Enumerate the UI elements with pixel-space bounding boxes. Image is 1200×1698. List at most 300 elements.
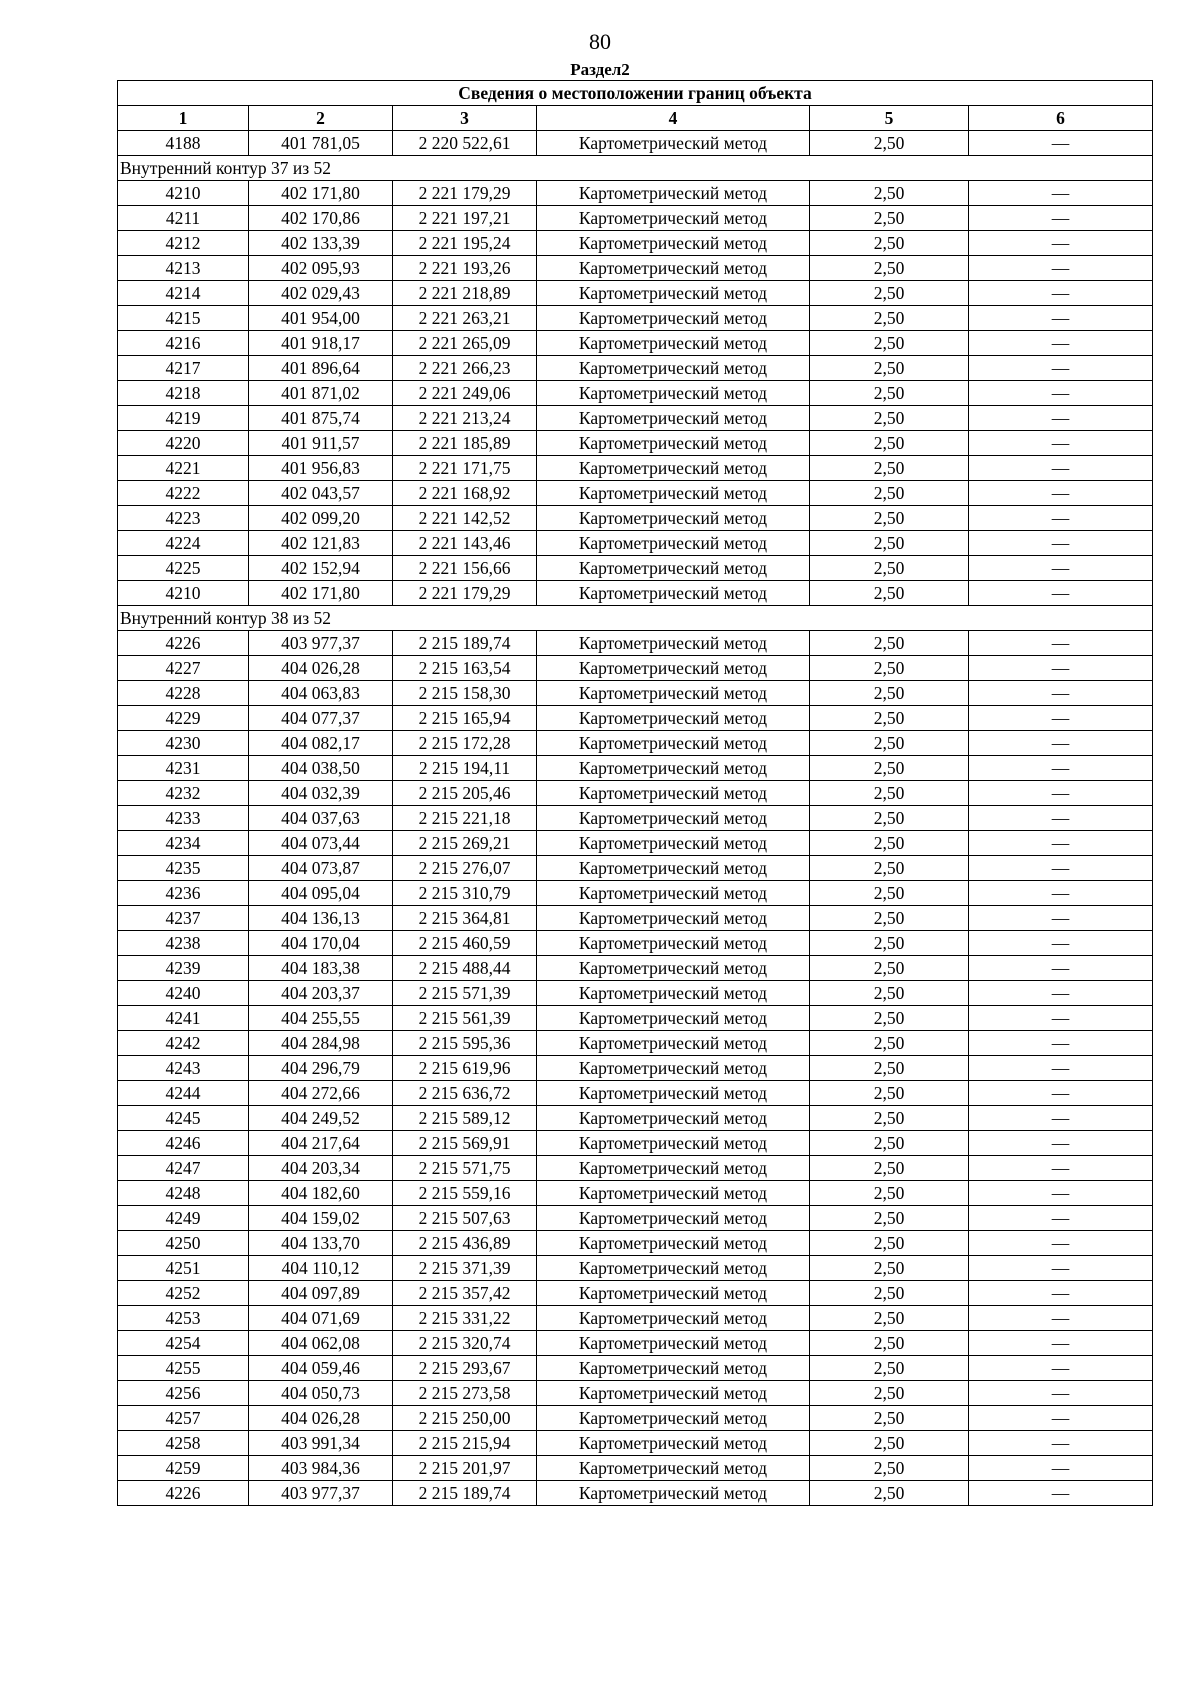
x-coordinate-cell: 404 062,08 [249,1331,393,1356]
note-cell: — [969,381,1153,406]
method-cell: Картометрический метод [537,981,810,1006]
note-cell: — [969,556,1153,581]
table-row [118,1456,1153,1481]
x-coordinate-cell: 402 170,86 [249,206,393,231]
table-row [118,1181,1153,1206]
y-coordinate-cell: 2 215 215,94 [393,1431,537,1456]
x-coordinate-cell: 404 038,50 [249,756,393,781]
x-coordinate-cell: 404 182,60 [249,1181,393,1206]
accuracy-cell: 2,50 [810,1156,969,1181]
point-number-cell: 4233 [118,806,249,831]
method-cell: Картометрический метод [537,256,810,281]
table-row [118,906,1153,931]
note-cell: — [969,956,1153,981]
point-number-cell: 4225 [118,556,249,581]
accuracy-cell: 2,50 [810,1406,969,1431]
method-cell: Картометрический метод [537,1181,810,1206]
method-cell: Картометрический метод [537,531,810,556]
y-coordinate-cell: 2 221 266,23 [393,356,537,381]
point-number-cell: 4226 [118,1481,249,1506]
x-coordinate-cell: 403 977,37 [249,1481,393,1506]
table-row [118,381,1153,406]
table-row [118,131,1153,156]
point-number-cell: 4241 [118,1006,249,1031]
note-cell: — [969,1206,1153,1231]
contour-header-row [118,156,1153,181]
method-cell: Картометрический метод [537,1106,810,1131]
method-cell: Картометрический метод [537,1156,810,1181]
x-coordinate-cell: 402 029,43 [249,281,393,306]
note-cell: — [969,756,1153,781]
x-coordinate-cell: 404 110,12 [249,1256,393,1281]
y-coordinate-cell: 2 215 172,28 [393,731,537,756]
y-coordinate-cell: 2 221 213,24 [393,406,537,431]
note-cell: — [969,881,1153,906]
table-row [118,781,1153,806]
method-cell: Картометрический метод [537,1081,810,1106]
accuracy-cell: 2,50 [810,831,969,856]
table-row [118,681,1153,706]
x-coordinate-cell: 401 875,74 [249,406,393,431]
method-cell: Картометрический метод [537,881,810,906]
column-header: 5 [810,106,969,131]
point-number-cell: 4227 [118,656,249,681]
point-number-cell: 4221 [118,456,249,481]
method-cell: Картометрический метод [537,681,810,706]
contour-header-row [118,606,1153,631]
accuracy-cell: 2,50 [810,381,969,406]
y-coordinate-cell: 2 215 221,18 [393,806,537,831]
y-coordinate-cell: 2 215 320,74 [393,1331,537,1356]
y-coordinate-cell: 2 215 189,74 [393,631,537,656]
table-row [118,531,1153,556]
accuracy-cell: 2,50 [810,1206,969,1231]
y-coordinate-cell: 2 215 636,72 [393,1081,537,1106]
table-row [118,1031,1153,1056]
y-coordinate-cell: 2 221 185,89 [393,431,537,456]
y-coordinate-cell: 2 215 189,74 [393,1481,537,1506]
method-cell: Картометрический метод [537,1056,810,1081]
method-cell: Картометрический метод [537,1431,810,1456]
note-cell: — [969,431,1153,456]
accuracy-cell: 2,50 [810,1431,969,1456]
accuracy-cell: 2,50 [810,1281,969,1306]
y-coordinate-cell: 2 215 194,11 [393,756,537,781]
accuracy-cell: 2,50 [810,1331,969,1356]
point-number-cell: 4215 [118,306,249,331]
point-number-cell: 4236 [118,881,249,906]
note-cell: — [969,1156,1153,1181]
accuracy-cell: 2,50 [810,1256,969,1281]
note-cell: — [969,531,1153,556]
point-number-cell: 4230 [118,731,249,756]
table-body [118,131,1153,1506]
point-number-cell: 4257 [118,1406,249,1431]
point-number-cell: 4248 [118,1181,249,1206]
method-cell: Картометрический метод [537,1256,810,1281]
note-cell: — [969,1456,1153,1481]
column-header: 1 [118,106,249,131]
y-coordinate-cell: 2 220 522,61 [393,131,537,156]
table-row [118,1231,1153,1256]
y-coordinate-cell: 2 215 158,30 [393,681,537,706]
x-coordinate-cell: 404 249,52 [249,1106,393,1131]
accuracy-cell: 2,50 [810,506,969,531]
note-cell: — [969,856,1153,881]
x-coordinate-cell: 402 171,80 [249,581,393,606]
y-coordinate-cell: 2 215 205,46 [393,781,537,806]
y-coordinate-cell: 2 215 371,39 [393,1256,537,1281]
y-coordinate-cell: 2 215 163,54 [393,656,537,681]
note-cell: — [969,1181,1153,1206]
x-coordinate-cell: 404 203,37 [249,981,393,1006]
note-cell: — [969,581,1153,606]
note-cell: — [969,481,1153,506]
table-row [118,806,1153,831]
point-number-cell: 4259 [118,1456,249,1481]
method-cell: Картометрический метод [537,406,810,431]
y-coordinate-cell: 2 215 561,39 [393,1006,537,1031]
accuracy-cell: 2,50 [810,1056,969,1081]
note-cell: — [969,1081,1153,1106]
accuracy-cell: 2,50 [810,181,969,206]
point-number-cell: 4216 [118,331,249,356]
x-coordinate-cell: 404 073,44 [249,831,393,856]
y-coordinate-cell: 2 215 250,00 [393,1406,537,1431]
y-coordinate-cell: 2 215 436,89 [393,1231,537,1256]
table-row [118,1006,1153,1031]
method-cell: Картометрический метод [537,581,810,606]
y-coordinate-cell: 2 215 571,75 [393,1156,537,1181]
y-coordinate-cell: 2 215 619,96 [393,1056,537,1081]
note-cell: — [969,1281,1153,1306]
x-coordinate-cell: 404 255,55 [249,1006,393,1031]
note-cell: — [969,181,1153,206]
note-cell: — [969,806,1153,831]
table-row [118,256,1153,281]
y-coordinate-cell: 2 215 364,81 [393,906,537,931]
table-row [118,1131,1153,1156]
accuracy-cell: 2,50 [810,1356,969,1381]
point-number-cell: 4254 [118,1331,249,1356]
note-cell: — [969,1231,1153,1256]
method-cell: Картометрический метод [537,1006,810,1031]
method-cell: Картометрический метод [537,1456,810,1481]
x-coordinate-cell: 401 918,17 [249,331,393,356]
accuracy-cell: 2,50 [810,331,969,356]
method-cell: Картометрический метод [537,206,810,231]
column-header: 2 [249,106,393,131]
table-row [118,1206,1153,1231]
accuracy-cell: 2,50 [810,981,969,1006]
x-coordinate-cell: 402 171,80 [249,181,393,206]
x-coordinate-cell: 401 956,83 [249,456,393,481]
point-number-cell: 4246 [118,1131,249,1156]
x-coordinate-cell: 402 095,93 [249,256,393,281]
point-number-cell: 4244 [118,1081,249,1106]
point-number-cell: 4249 [118,1206,249,1231]
point-number-cell: 4234 [118,831,249,856]
point-number-cell: 4218 [118,381,249,406]
point-number-cell: 4258 [118,1431,249,1456]
point-number-cell: 4255 [118,1356,249,1381]
x-coordinate-cell: 404 296,79 [249,1056,393,1081]
x-coordinate-cell: 404 026,28 [249,1406,393,1431]
method-cell: Картометрический метод [537,331,810,356]
table-caption: Сведения о местоположении границ объекта [118,81,1153,106]
note-cell: — [969,631,1153,656]
x-coordinate-cell: 402 152,94 [249,556,393,581]
note-cell: — [969,1381,1153,1406]
table-row [118,356,1153,381]
table-row [118,756,1153,781]
y-coordinate-cell: 2 221 197,21 [393,206,537,231]
x-coordinate-cell: 402 121,83 [249,531,393,556]
x-coordinate-cell: 404 073,87 [249,856,393,881]
note-cell: — [969,781,1153,806]
table-row [118,281,1153,306]
point-number-cell: 4214 [118,281,249,306]
section-title: Раздел2 [570,60,630,79]
point-number-cell: 4253 [118,1306,249,1331]
method-cell: Картометрический метод [537,1481,810,1506]
boundary-coordinates-table [117,80,1153,1506]
note-cell: — [969,1056,1153,1081]
table-row [118,1106,1153,1131]
table-row [118,856,1153,881]
note-cell: — [969,131,1153,156]
x-coordinate-cell: 404 095,04 [249,881,393,906]
method-cell: Картометрический метод [537,806,810,831]
note-cell: — [969,731,1153,756]
point-number-cell: 4229 [118,706,249,731]
method-cell: Картометрический метод [537,556,810,581]
accuracy-cell: 2,50 [810,656,969,681]
point-number-cell: 4256 [118,1381,249,1406]
accuracy-cell: 2,50 [810,1481,969,1506]
note-cell: — [969,406,1153,431]
point-number-cell: 4213 [118,256,249,281]
table-row [118,1481,1153,1506]
accuracy-cell: 2,50 [810,931,969,956]
x-coordinate-cell: 403 977,37 [249,631,393,656]
method-cell: Картометрический метод [537,1306,810,1331]
accuracy-cell: 2,50 [810,806,969,831]
method-cell: Картометрический метод [537,356,810,381]
note-cell: — [969,1481,1153,1506]
method-cell: Картометрический метод [537,656,810,681]
y-coordinate-cell: 2 215 201,97 [393,1456,537,1481]
y-coordinate-cell: 2 221 171,75 [393,456,537,481]
x-coordinate-cell: 404 032,39 [249,781,393,806]
y-coordinate-cell: 2 215 331,22 [393,1306,537,1331]
x-coordinate-cell: 404 059,46 [249,1356,393,1381]
note-cell: — [969,906,1153,931]
page-number: 80 [589,29,611,54]
table-row [118,1381,1153,1406]
method-cell: Картометрический метод [537,506,810,531]
point-number-cell: 4242 [118,1031,249,1056]
table-row [118,406,1153,431]
accuracy-cell: 2,50 [810,856,969,881]
x-coordinate-cell: 404 063,83 [249,681,393,706]
note-cell: — [969,831,1153,856]
point-number-cell: 4237 [118,906,249,931]
method-cell: Картометрический метод [537,781,810,806]
y-coordinate-cell: 2 221 263,21 [393,306,537,331]
x-coordinate-cell: 401 911,57 [249,431,393,456]
note-cell: — [969,681,1153,706]
x-coordinate-cell: 404 136,13 [249,906,393,931]
column-header: 4 [537,106,810,131]
table-row [118,481,1153,506]
x-coordinate-cell: 401 954,00 [249,306,393,331]
table-row [118,1056,1153,1081]
point-number-cell: 4188 [118,131,249,156]
accuracy-cell: 2,50 [810,1231,969,1256]
accuracy-cell: 2,50 [810,1131,969,1156]
y-coordinate-cell: 2 215 571,39 [393,981,537,1006]
x-coordinate-cell: 404 203,34 [249,1156,393,1181]
point-number-cell: 4224 [118,531,249,556]
table-row [118,306,1153,331]
table-row [118,1331,1153,1356]
point-number-cell: 4252 [118,1281,249,1306]
method-cell: Картометрический метод [537,456,810,481]
accuracy-cell: 2,50 [810,906,969,931]
table-row [118,1356,1153,1381]
point-number-cell: 4217 [118,356,249,381]
method-cell: Картометрический метод [537,381,810,406]
point-number-cell: 4247 [118,1156,249,1181]
table-header-row [118,106,1153,131]
accuracy-cell: 2,50 [810,556,969,581]
x-coordinate-cell: 404 026,28 [249,656,393,681]
x-coordinate-cell: 404 159,02 [249,1206,393,1231]
accuracy-cell: 2,50 [810,756,969,781]
y-coordinate-cell: 2 221 142,52 [393,506,537,531]
point-number-cell: 4220 [118,431,249,456]
method-cell: Картометрический метод [537,1231,810,1256]
note-cell: — [969,931,1153,956]
method-cell: Картометрический метод [537,181,810,206]
method-cell: Картометрический метод [537,706,810,731]
table-row [118,1406,1153,1431]
accuracy-cell: 2,50 [810,531,969,556]
note-cell: — [969,1356,1153,1381]
note-cell: — [969,1031,1153,1056]
x-coordinate-cell: 404 284,98 [249,1031,393,1056]
y-coordinate-cell: 2 221 265,09 [393,331,537,356]
accuracy-cell: 2,50 [810,731,969,756]
method-cell: Картометрический метод [537,431,810,456]
point-number-cell: 4223 [118,506,249,531]
note-cell: — [969,281,1153,306]
y-coordinate-cell: 2 215 595,36 [393,1031,537,1056]
table-row [118,456,1153,481]
note-cell: — [969,1006,1153,1031]
table-row [118,1306,1153,1331]
note-cell: — [969,1131,1153,1156]
accuracy-cell: 2,50 [810,356,969,381]
accuracy-cell: 2,50 [810,581,969,606]
table-row [118,981,1153,1006]
accuracy-cell: 2,50 [810,881,969,906]
point-number-cell: 4231 [118,756,249,781]
note-cell: — [969,1431,1153,1456]
accuracy-cell: 2,50 [810,1106,969,1131]
note-cell: — [969,1256,1153,1281]
y-coordinate-cell: 2 215 507,63 [393,1206,537,1231]
y-coordinate-cell: 2 221 179,29 [393,581,537,606]
x-coordinate-cell: 404 050,73 [249,1381,393,1406]
accuracy-cell: 2,50 [810,1381,969,1406]
point-number-cell: 4222 [118,481,249,506]
accuracy-cell: 2,50 [810,431,969,456]
y-coordinate-cell: 2 215 269,21 [393,831,537,856]
accuracy-cell: 2,50 [810,206,969,231]
point-number-cell: 4245 [118,1106,249,1131]
accuracy-cell: 2,50 [810,231,969,256]
x-coordinate-cell: 404 170,04 [249,931,393,956]
point-number-cell: 4210 [118,181,249,206]
accuracy-cell: 2,50 [810,456,969,481]
table-row [118,1156,1153,1181]
note-cell: — [969,256,1153,281]
note-cell: — [969,1306,1153,1331]
point-number-cell: 4212 [118,231,249,256]
x-coordinate-cell: 401 781,05 [249,131,393,156]
accuracy-cell: 2,50 [810,481,969,506]
method-cell: Картометрический метод [537,1356,810,1381]
y-coordinate-cell: 2 215 273,58 [393,1381,537,1406]
y-coordinate-cell: 2 215 310,79 [393,881,537,906]
note-cell: — [969,506,1153,531]
table-row [118,1431,1153,1456]
point-number-cell: 4243 [118,1056,249,1081]
method-cell: Картометрический метод [537,906,810,931]
table-row [118,181,1153,206]
accuracy-cell: 2,50 [810,1456,969,1481]
method-cell: Картометрический метод [537,1406,810,1431]
note-cell: — [969,231,1153,256]
method-cell: Картометрический метод [537,231,810,256]
x-coordinate-cell: 401 871,02 [249,381,393,406]
contour-label: Внутренний контур 37 из 52 [118,156,1153,181]
method-cell: Картометрический метод [537,1206,810,1231]
note-cell: — [969,456,1153,481]
method-cell: Картометрический метод [537,631,810,656]
note-cell: — [969,306,1153,331]
y-coordinate-cell: 2 221 179,29 [393,181,537,206]
column-header: 6 [969,106,1153,131]
y-coordinate-cell: 2 215 559,16 [393,1181,537,1206]
accuracy-cell: 2,50 [810,1181,969,1206]
point-number-cell: 4232 [118,781,249,806]
accuracy-cell: 2,50 [810,131,969,156]
point-number-cell: 4228 [118,681,249,706]
note-cell: — [969,1406,1153,1431]
table-row [118,556,1153,581]
y-coordinate-cell: 2 215 357,42 [393,1281,537,1306]
note-cell: — [969,656,1153,681]
x-coordinate-cell: 404 077,37 [249,706,393,731]
method-cell: Картометрический метод [537,1031,810,1056]
method-cell: Картометрический метод [537,756,810,781]
x-coordinate-cell: 404 097,89 [249,1281,393,1306]
x-coordinate-cell: 403 991,34 [249,1431,393,1456]
note-cell: — [969,356,1153,381]
